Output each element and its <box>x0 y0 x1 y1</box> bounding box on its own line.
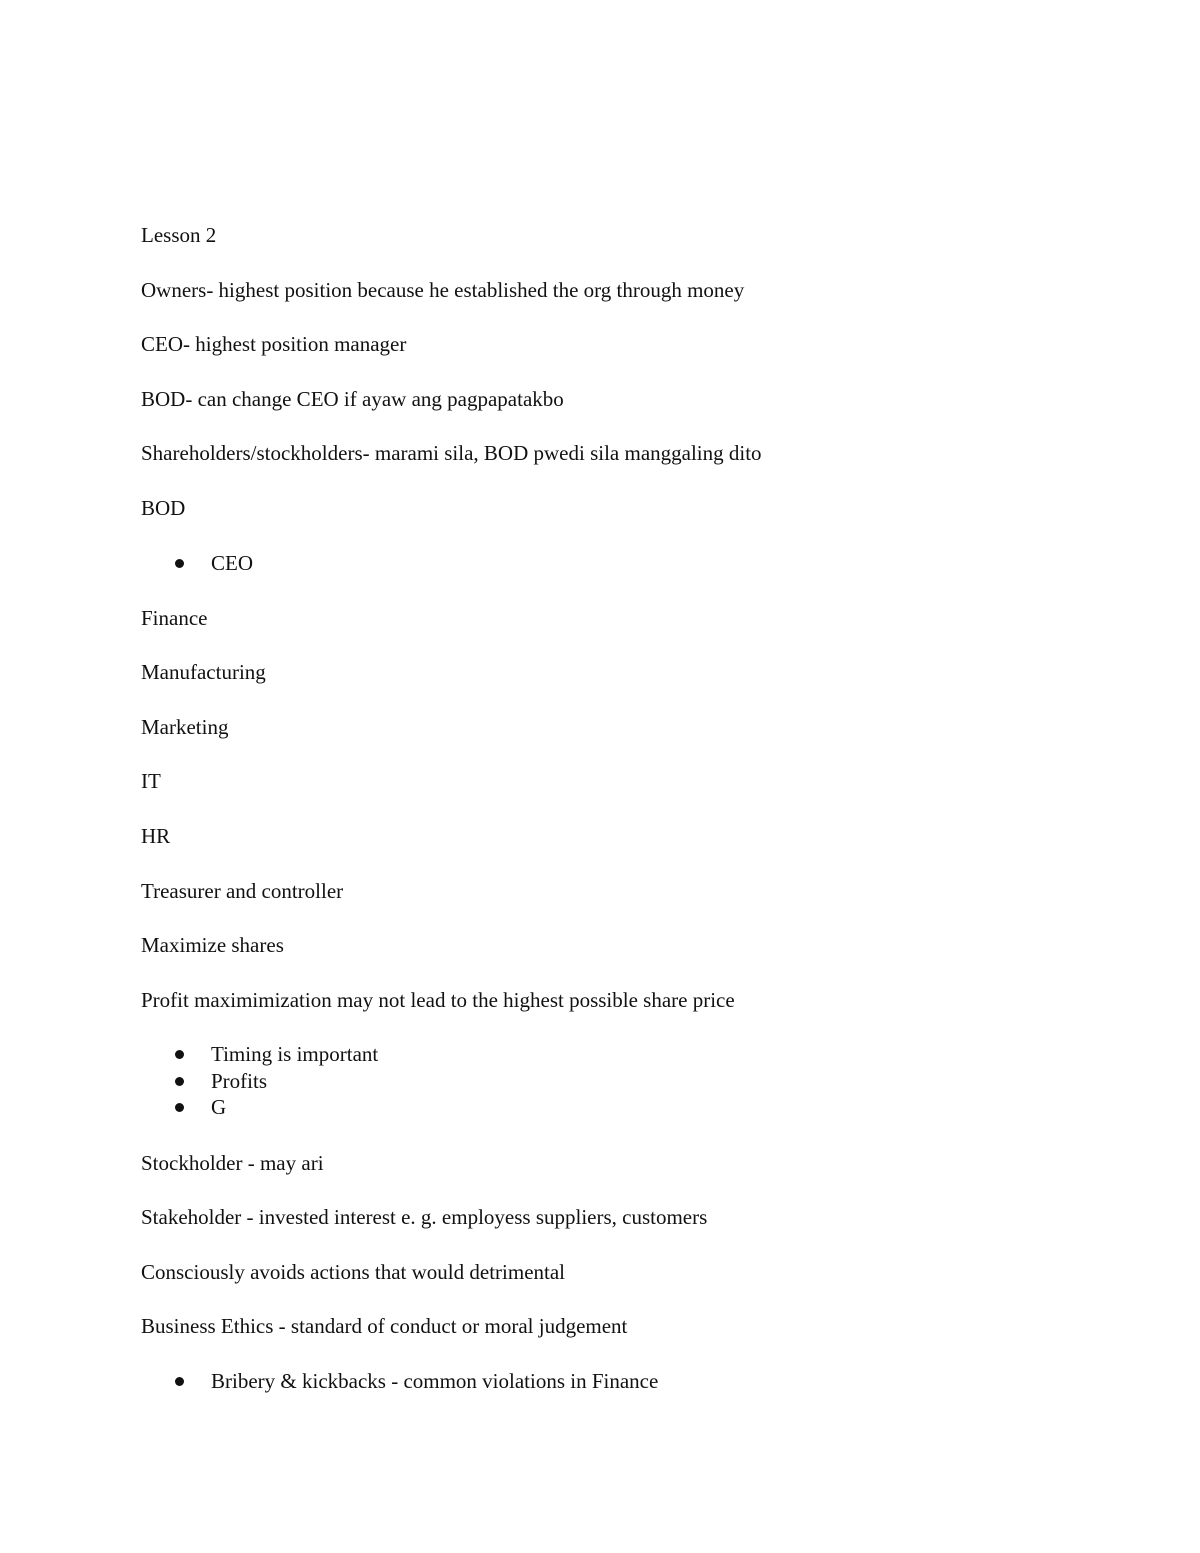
document-content <box>141 222 1101 1423</box>
paragraph-stockholder: Stockholder - may ari <box>141 1150 324 1175</box>
bullet-icon <box>175 1077 184 1086</box>
list-item-text: CEO <box>211 550 253 575</box>
paragraph-hr: HR <box>141 824 171 849</box>
list-item <box>141 1068 1101 1095</box>
paragraph-maximize-shares: Maximize shares <box>141 933 284 958</box>
paragraph-it: IT <box>141 769 161 794</box>
bullet-list-ceo <box>141 550 1101 577</box>
list-item-text: G <box>211 1095 227 1120</box>
paragraph-treasurer: Treasurer and controller <box>141 878 344 903</box>
list-item-text: Timing is important <box>211 1042 379 1067</box>
list-item-text: Profits <box>211 1068 268 1093</box>
paragraph-bod-heading: BOD <box>141 495 186 520</box>
list-item <box>141 550 1101 577</box>
paragraph-shareholders: Shareholders/stockholders- marami sila, BOD pwedi sila manggaling dito <box>141 441 762 466</box>
bullet-list-profit <box>141 1041 1101 1121</box>
paragraph-bod: BOD- can change CEO if ayaw ang pagpapatakbo <box>141 386 564 411</box>
paragraph-finance: Finance <box>141 605 208 630</box>
paragraph-manufacturing: Manufacturing <box>141 660 266 685</box>
paragraph-business-ethics: Business Ethics - standard of conduct or moral judgement <box>141 1314 628 1339</box>
paragraph-consciously: Consciously avoids actions that would detrimental <box>141 1259 566 1284</box>
bullet-icon <box>175 1050 184 1059</box>
lesson-title: Lesson 2 <box>141 223 217 247</box>
list-item <box>141 1041 1101 1068</box>
bullet-list-ethics <box>141 1368 1101 1395</box>
bullet-icon <box>175 559 184 568</box>
paragraph-ceo: CEO- highest position manager <box>141 332 407 357</box>
paragraph-marketing: Marketing <box>141 714 229 739</box>
bullet-icon <box>175 1377 184 1386</box>
paragraph-owners: Owners- highest position because he established the org through money <box>141 277 745 302</box>
list-item-text: Bribery & kickbacks - common violations in Finance <box>211 1368 659 1393</box>
list-item <box>141 1094 1101 1121</box>
paragraph-profit-maximization: Profit maximimization may not lead to the highest possible share price <box>141 987 735 1012</box>
list-item <box>141 1368 1101 1395</box>
paragraph-stakeholder: Stakeholder - invested interest e. g. employess suppliers, customers <box>141 1205 708 1230</box>
bullet-icon <box>175 1103 184 1112</box>
